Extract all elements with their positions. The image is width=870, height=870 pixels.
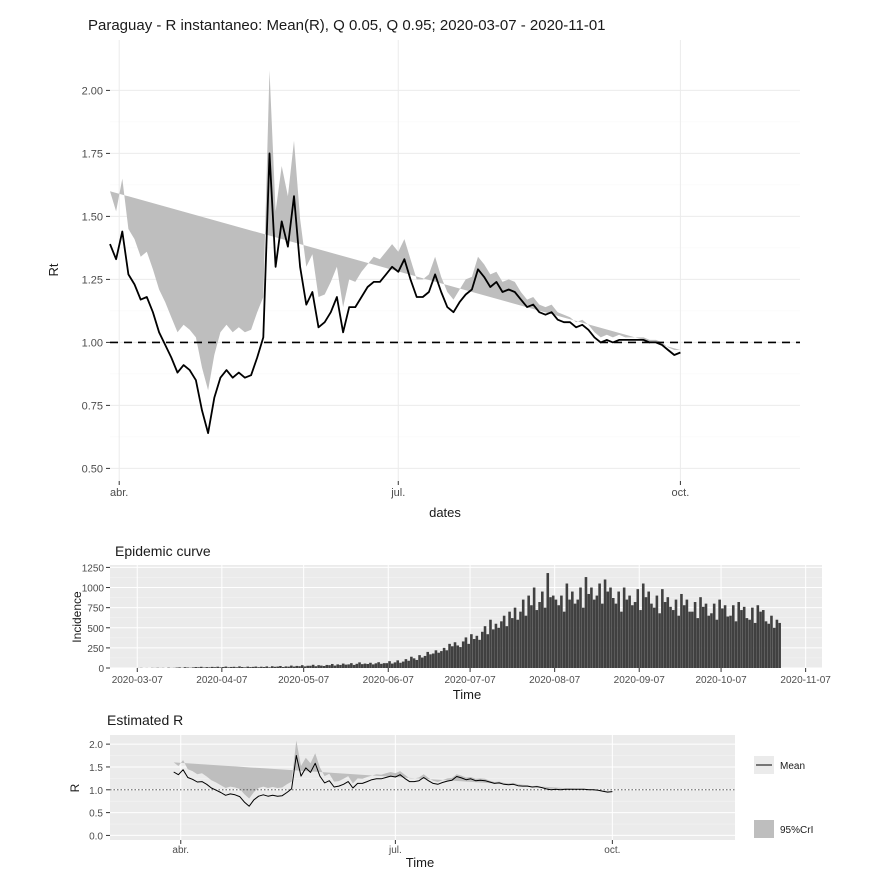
y-tick-label: 1.50 [81,211,103,224]
legend-band-key [754,820,774,838]
rt-chart-title: Paraguay - R instantaneo: Mean(R), Q 0.05, Q 0.95; 2020-03-07 - 2020-11-01 [88,17,606,34]
x-tick-label: abr. [110,487,129,499]
incidence-bar [552,596,555,668]
incidence-bar [285,666,288,668]
y-tick-label: 2.0 [89,740,103,752]
incidence-bar [571,592,574,668]
incidence-bar [399,663,402,668]
incidence-bar [271,666,274,668]
incidence-bar [661,589,664,668]
y-tick-label: 1.00 [81,337,103,350]
incidence-bar [620,612,623,668]
y-tick-label: 0.75 [81,400,103,413]
incidence-bar [686,600,689,668]
incidence-bar [476,636,479,668]
incidence-bar [225,667,228,668]
incidence-bar [375,663,378,668]
incidence-bar [530,605,533,668]
incidence-bar [276,667,279,668]
x-tick-label: 2020-11-07 [780,675,831,686]
incidence-bar [716,620,719,668]
incidence-bar [664,602,667,668]
estimated-r-y-axis [89,740,110,842]
y-tick-label: 1.25 [81,274,103,287]
incidence-bar [506,626,509,668]
incidence-bar [451,646,454,668]
y-tick-label: 250 [87,643,104,655]
incidence-bar [437,653,440,668]
incidence-bar [486,634,489,668]
incidence-bar [312,665,315,668]
estimated-r-y-axis-label: R [68,783,82,793]
incidence-bar [694,602,697,668]
y-tick-label: 500 [87,623,104,635]
incidence-bar [740,610,743,668]
rt-x-axis-label: dates [429,505,461,520]
incidence-bar [410,657,413,668]
incidence-bar [615,604,618,668]
estimated-r-x-axis [172,840,620,856]
incidence-bar [656,596,659,668]
incidence-bar [478,640,481,668]
incidence-bar [350,663,353,668]
rt-chart [46,17,800,520]
incidence-bar [566,584,569,668]
estimated-r-x-axis-label: Time [405,855,435,870]
incidence-bar [762,610,765,668]
incidence-bar [628,596,631,668]
incidence-bar [211,667,214,668]
incidence-bar [233,667,236,668]
incidence-bar [765,621,768,668]
incidence-bar [746,618,749,668]
incidence-bar [699,597,702,668]
incidence-bar [601,604,604,668]
incidence-bar [323,666,326,668]
incidence-bar [320,666,323,668]
y-tick-label: 1250 [81,563,104,575]
y-tick-label: 0.5 [89,808,103,820]
x-tick-label: 2020-09-07 [613,675,665,686]
incidence-bar [328,665,331,668]
incidence-bar [748,620,751,668]
incidence-bar [522,600,525,668]
incidence-bar [290,666,293,668]
incidence-bar [743,607,746,668]
rt-x-axis [110,481,689,499]
y-tick-label: 1.75 [81,148,103,161]
incidence-bar [391,664,394,668]
incidence-bar [219,667,222,668]
x-tick-label: jul. [388,845,402,856]
incidence-bar [462,641,465,668]
incidence-bar [407,661,410,668]
incidence-bar [606,592,609,668]
incidence-bar [675,600,678,668]
x-tick-label: oct. [604,845,621,856]
incidence-bar [519,612,522,668]
incidence-bar [612,598,615,668]
incidence-bar [421,658,424,668]
incidence-bar [691,612,694,668]
incidence-bar [353,665,356,668]
incidence-bar [770,616,773,668]
incidence-bar [195,667,198,668]
incidence-bar [516,620,519,668]
x-tick-label: oct. [671,487,690,499]
incidence-bar [383,663,386,668]
incidence-bar [208,667,211,668]
incidence-bar [274,667,277,668]
incidence-bar [617,592,620,668]
rt-y-axis-label: Rt [46,263,61,277]
incidence-bar [536,610,539,668]
incidence-bar [366,664,369,668]
incidence-bar [677,616,680,668]
epidemic-curve-x-axis-label: Time [452,687,482,702]
incidence-bar [470,634,473,668]
incidence-bar [623,588,626,668]
incidence-bar [249,667,252,668]
incidence-bar [260,667,263,668]
y-tick-label: 0.50 [81,463,103,476]
incidence-bar [386,663,389,668]
incidence-bar [227,667,230,668]
incidence-bar [718,600,721,668]
incidence-bar [574,604,577,668]
incidence-bar [440,651,443,668]
incidence-bar [645,597,648,668]
epidemic-curve-x-axis [112,668,832,686]
y-tick-label: 0 [98,664,104,675]
incidence-bar [287,667,290,668]
incidence-bar [347,664,350,668]
incidence-bar [235,667,238,668]
incidence-bar [563,612,566,668]
incidence-bar [345,665,348,668]
legend-band-label: 95%CrI [780,825,814,836]
incidence-bar [751,608,754,668]
incidence-bar [593,600,596,668]
incidence-bar [443,648,446,668]
incidence-bar [317,665,320,668]
incidence-bar [238,666,241,668]
incidence-bar [405,659,408,668]
incidence-bar [544,608,547,668]
incidence-bar [557,605,560,668]
incidence-bar [304,666,307,668]
estimated-r-legend [754,756,813,838]
incidence-bar [252,667,255,668]
incidence-bar [336,664,339,668]
incidence-bar [230,667,233,668]
x-tick-label: 2020-08-07 [529,675,581,686]
incidence-bar [473,639,476,668]
incidence-bar [587,594,590,668]
x-tick-label: 2020-05-07 [278,675,330,686]
incidence-bar [481,632,484,668]
y-tick-label: 750 [87,603,104,615]
incidence-bar [413,658,416,668]
incidence-bar [626,600,629,668]
incidence-bar [263,667,266,668]
incidence-bar [456,645,459,668]
incidence-bar [342,664,345,668]
epidemic-curve-y-axis-label: Incidence [70,591,84,643]
incidence-bar [298,666,301,668]
y-tick-label: 1.5 [89,762,103,774]
incidence-bar [268,667,271,668]
incidence-bar [667,597,670,668]
incidence-bar [549,597,552,668]
incidence-bar [598,584,601,668]
incidence-bar [508,612,511,668]
y-tick-label: 1.0 [89,785,103,797]
incidence-bar [279,666,282,668]
incidence-bar [647,592,650,668]
incidence-bar [590,588,593,668]
incidence-bar [658,613,661,668]
incidence-bar [356,664,359,668]
incidence-bar [702,607,705,668]
x-tick-label: jul. [391,487,406,499]
incidence-bar [767,624,770,668]
incidence-bar [511,618,514,668]
incidence-bar [514,608,517,668]
incidence-bar [650,604,653,668]
incidence-bar [394,662,397,668]
incidence-bar [672,610,675,668]
incidence-bar [683,605,686,668]
incidence-bar [609,588,612,668]
incidence-bar [500,621,503,668]
incidence-bar [241,667,244,668]
incidence-bar [705,604,708,668]
x-tick-label: 2020-03-07 [111,675,163,686]
incidence-bar [631,605,634,668]
incidence-bar [541,592,544,668]
incidence-bar [388,661,391,668]
incidence-bar [639,610,642,668]
incidence-bar [184,667,187,668]
y-tick-label: 2.00 [81,85,103,98]
incidence-bar [301,665,304,668]
incidence-bar [495,624,498,668]
incidence-bar [596,596,599,668]
incidence-bar [372,664,375,668]
incidence-bar [178,667,181,668]
incidence-bar [634,602,637,668]
epidemic-curve-chart [70,543,831,702]
incidence-bar [721,608,724,668]
incidence-bar [546,573,549,668]
incidence-bar [214,667,217,668]
incidence-bar [200,667,203,668]
incidence-bar [246,667,249,668]
incidence-bar [454,642,457,668]
incidence-bar [773,628,776,668]
incidence-bar [653,608,656,668]
incidence-bar [334,666,337,668]
incidence-bar [576,600,579,668]
incidence-bar [757,605,760,668]
incidence-bar [244,667,247,668]
incidence-bar [402,662,405,668]
incidence-bar [555,600,558,668]
incidence-bar [429,654,432,668]
incidence-bar [257,667,260,668]
incidence-bar [255,667,258,668]
incidence-bar [296,666,299,668]
incidence-bar [776,620,779,668]
x-tick-label: 2020-04-07 [196,675,248,686]
incidence-bar [364,664,367,668]
incidence-bar [377,662,380,668]
epidemic-curve-title: Epidemic curve [115,543,211,559]
incidence-bar [424,656,427,668]
incidence-bar [432,654,435,668]
y-tick-label: 0.0 [89,831,103,843]
incidence-bar [205,667,208,668]
incidence-bar [467,644,470,668]
incidence-bar [724,605,727,668]
y-tick-label: 1000 [81,583,104,595]
incidence-bar [497,628,500,668]
incidence-bar [293,667,296,668]
incidence-bar [525,616,528,668]
incidence-bar [315,666,318,668]
incidence-bar [484,626,487,668]
incidence-bar [446,650,449,668]
incidence-bar [707,616,710,668]
incidence-bar [637,589,640,668]
legend-mean-label: Mean [780,761,806,772]
incidence-bar [729,616,732,668]
incidence-bar [759,612,762,668]
incidence-bar [713,604,716,668]
incidence-bar [669,607,672,668]
incidence-bar [503,616,506,668]
incidence-bar [459,647,462,668]
incidence-bar [560,596,563,668]
incidence-bar [604,579,607,668]
incidence-bar [489,620,492,668]
incidence-bar [727,617,730,669]
incidence-bar [306,666,309,668]
estimated-r-chart [68,712,813,870]
x-tick-label: 2020-10-07 [695,675,747,686]
x-tick-label: 2020-06-07 [362,675,414,686]
incidence-bar [642,584,645,668]
incidence-bar [192,667,195,668]
incidence-bar [538,602,541,668]
incidence-bar [358,662,361,668]
incidence-bar [331,664,334,668]
incidence-bar [416,660,419,668]
incidence-bar [265,666,268,668]
incidence-bar [710,613,713,668]
incidence-bar [361,664,364,668]
incidence-bar [579,588,582,668]
incidence-bar [222,667,225,668]
incidence-bar [197,667,200,668]
incidence-bar [435,650,438,668]
incidence-bar [216,667,219,668]
incidence-bar [465,637,468,668]
incidence-bar [426,652,429,668]
incidence-bar [492,629,495,668]
incidence-bar [582,608,585,668]
incidence-bar [282,667,285,668]
incidence-bar [568,600,571,668]
incidence-bar [688,612,691,668]
incidence-bar [680,594,683,668]
incidence-bar [448,644,451,668]
incidence-bar [754,623,757,668]
incidence-bar [735,621,738,668]
incidence-bar [396,660,399,668]
incidence-bar [732,605,735,668]
incidence-bar [326,665,329,668]
epidemic-curve-y-axis [82,563,110,675]
x-tick-label: abr. [172,845,190,856]
incidence-bar [533,588,536,668]
x-tick-label: 2020-07-07 [444,675,496,686]
incidence-bar [778,623,781,668]
incidence-bar [527,596,530,668]
incidence-bar [585,577,588,668]
incidence-bar [697,618,700,668]
incidence-bar [339,665,342,668]
incidence-bar [309,666,312,668]
incidence-bar [380,664,383,668]
incidence-bar [737,602,740,668]
incidence-bar [418,655,421,668]
rt-y-axis [82,85,110,475]
estimated-r-title: Estimated R [107,712,184,728]
incidence-bar [369,663,372,668]
